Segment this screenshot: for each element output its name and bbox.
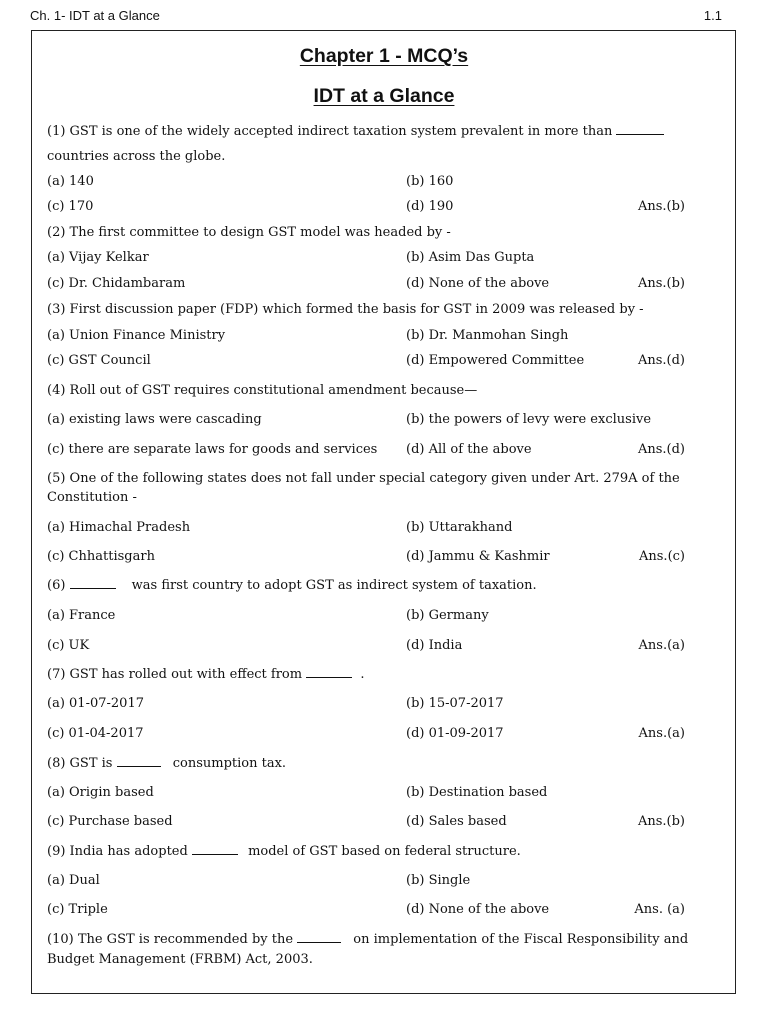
chapter-subtitle: IDT at a Glance [313, 85, 455, 107]
answer-label: Ans.(b) [637, 814, 685, 829]
question-1-text [47, 122, 697, 142]
question-5-options-row-1 [47, 518, 697, 538]
question-5-options-row-2 [47, 547, 697, 567]
question-9-options-row-1 [47, 871, 697, 891]
question-1-options-row-2 [47, 197, 697, 217]
option-c: (c) 01-04-2017 [47, 726, 144, 741]
running-header [30, 8, 722, 26]
option-a: (a) existing laws were cascading [47, 412, 262, 427]
option-d: (d) None of the above [406, 276, 550, 291]
answer-label: Ans.(b) [637, 276, 685, 291]
fill-blank [616, 122, 664, 135]
question-7-text [47, 665, 697, 685]
option-a: (a) Vijay Kelkar [47, 250, 149, 265]
option-c: (c) GST Council [47, 353, 151, 368]
option-a: (a) 140 [47, 174, 94, 189]
question-6-options-row-2 [47, 636, 697, 656]
question-10-text-part1: (10) The GST is recommended by the [47, 932, 298, 947]
chapter-title: Chapter 1 - MCQ’s [299, 45, 469, 67]
answer-label: Ans.(d) [637, 442, 685, 457]
answer-label: Ans.(d) [637, 353, 685, 368]
question-1-options-row-1 [47, 172, 697, 192]
option-c: (c) there are separate laws for goods and services [47, 442, 378, 457]
question-9-options-row-2 [47, 900, 697, 920]
option-b: (b) Destination based [406, 785, 548, 800]
page-number: 1.1 [703, 8, 722, 23]
option-d: (d) All of the above [406, 442, 532, 457]
question-3-options-row-2 [47, 351, 697, 371]
question-1-text-part1: (1) GST is one of the widely accepted indirect taxation system prevalent in more than [47, 124, 617, 139]
option-a: (a) Dual [47, 873, 100, 888]
fill-blank [70, 576, 116, 589]
question-2-options-row-2 [47, 274, 697, 294]
question-10-text-continued: Budget Management (FRBM) Act, 2003. [47, 952, 313, 967]
option-d: (d) 01-09-2017 [406, 726, 504, 741]
question-9-text-part1: (9) India has adopted [47, 844, 192, 859]
fill-blank [297, 930, 341, 943]
question-4-options-row-1 [47, 410, 697, 430]
option-c: (c) Dr. Chidambaram [47, 276, 186, 291]
option-b: (b) Asim Das Gupta [406, 250, 535, 265]
answer-label: Ans.(b) [637, 199, 685, 214]
fill-blank [117, 754, 161, 767]
option-b: (b) Dr. Manmohan Singh [406, 328, 569, 343]
question-4-text: (4) Roll out of GST requires constitutional amendment because— [47, 383, 478, 398]
option-d: (d) India [406, 638, 463, 653]
option-b: (b) Uttarakhand [406, 520, 513, 535]
answer-label: Ans.(a) [638, 638, 685, 653]
option-a: (a) Origin based [47, 785, 154, 800]
fill-blank [192, 842, 238, 855]
option-a: (a) Himachal Pradesh [47, 520, 191, 535]
question-8-options-row-1 [47, 783, 697, 803]
question-5-text-continued: Constitution - [47, 490, 137, 505]
option-a: (a) France [47, 608, 116, 623]
answer-label: Ans. (a) [634, 902, 685, 917]
option-b: (b) Single [406, 873, 471, 888]
question-8-text-part2: consumption tax. [168, 756, 287, 771]
question-6-text [47, 576, 697, 596]
question-7-text-part2: . [356, 667, 365, 682]
option-c: (c) 170 [47, 199, 94, 214]
option-c: (c) Triple [47, 902, 108, 917]
question-8-options-row-2 [47, 812, 697, 832]
option-a: (a) 01-07-2017 [47, 696, 144, 711]
question-7-text-part1: (7) GST has rolled out with effect from [47, 667, 307, 682]
option-b: (b) Germany [406, 608, 489, 623]
option-d: (d) Jammu & Kashmir [406, 549, 550, 564]
question-7-options-row-1 [47, 694, 697, 714]
question-2-options-row-1 [47, 248, 697, 268]
question-6-text-part2: was first country to adopt GST as indirect system of taxation. [127, 578, 537, 593]
question-10-text [47, 930, 697, 950]
question-6-options-row-1 [47, 606, 697, 626]
option-c: (c) Chhattisgarh [47, 549, 155, 564]
option-c: (c) Purchase based [47, 814, 173, 829]
question-3-text: (3) First discussion paper (FDP) which formed the basis for GST in 2009 was released by - [47, 302, 644, 317]
question-2-text: (2) The first committee to design GST model was headed by - [47, 225, 451, 240]
question-3-options-row-1 [47, 326, 697, 346]
option-b: (b) the powers of levy were exclusive [406, 412, 652, 427]
question-9-text [47, 842, 697, 862]
question-4-options-row-2 [47, 440, 697, 460]
fill-blank [306, 665, 352, 678]
question-5-text: (5) One of the following states does not fall under special category given under Art. 279A of the [47, 471, 680, 486]
question-9-text-part2: model of GST based on federal structure. [243, 844, 521, 859]
option-c: (c) UK [47, 638, 90, 653]
question-7-options-row-2 [47, 724, 697, 744]
option-d: (d) 190 [406, 199, 454, 214]
question-8-text-part1: (8) GST is [47, 756, 117, 771]
answer-label: Ans.(a) [638, 726, 685, 741]
question-6-text-part1: (6) [47, 578, 70, 593]
option-b: (b) 160 [406, 174, 454, 189]
chapter-header-label: Ch. 1- IDT at a Glance [30, 8, 160, 23]
option-d: (d) None of the above [406, 902, 550, 917]
option-d: (d) Sales based [406, 814, 507, 829]
question-10-text-part2: on implementation of the Fiscal Responsibility and [349, 932, 689, 947]
option-d: (d) Empowered Committee [406, 353, 585, 368]
option-a: (a) Union Finance Ministry [47, 328, 226, 343]
option-b: (b) 15-07-2017 [406, 696, 504, 711]
answer-label: Ans.(c) [639, 549, 685, 564]
question-8-text [47, 754, 697, 774]
question-1-text-continued: countries across the globe. [47, 149, 226, 164]
